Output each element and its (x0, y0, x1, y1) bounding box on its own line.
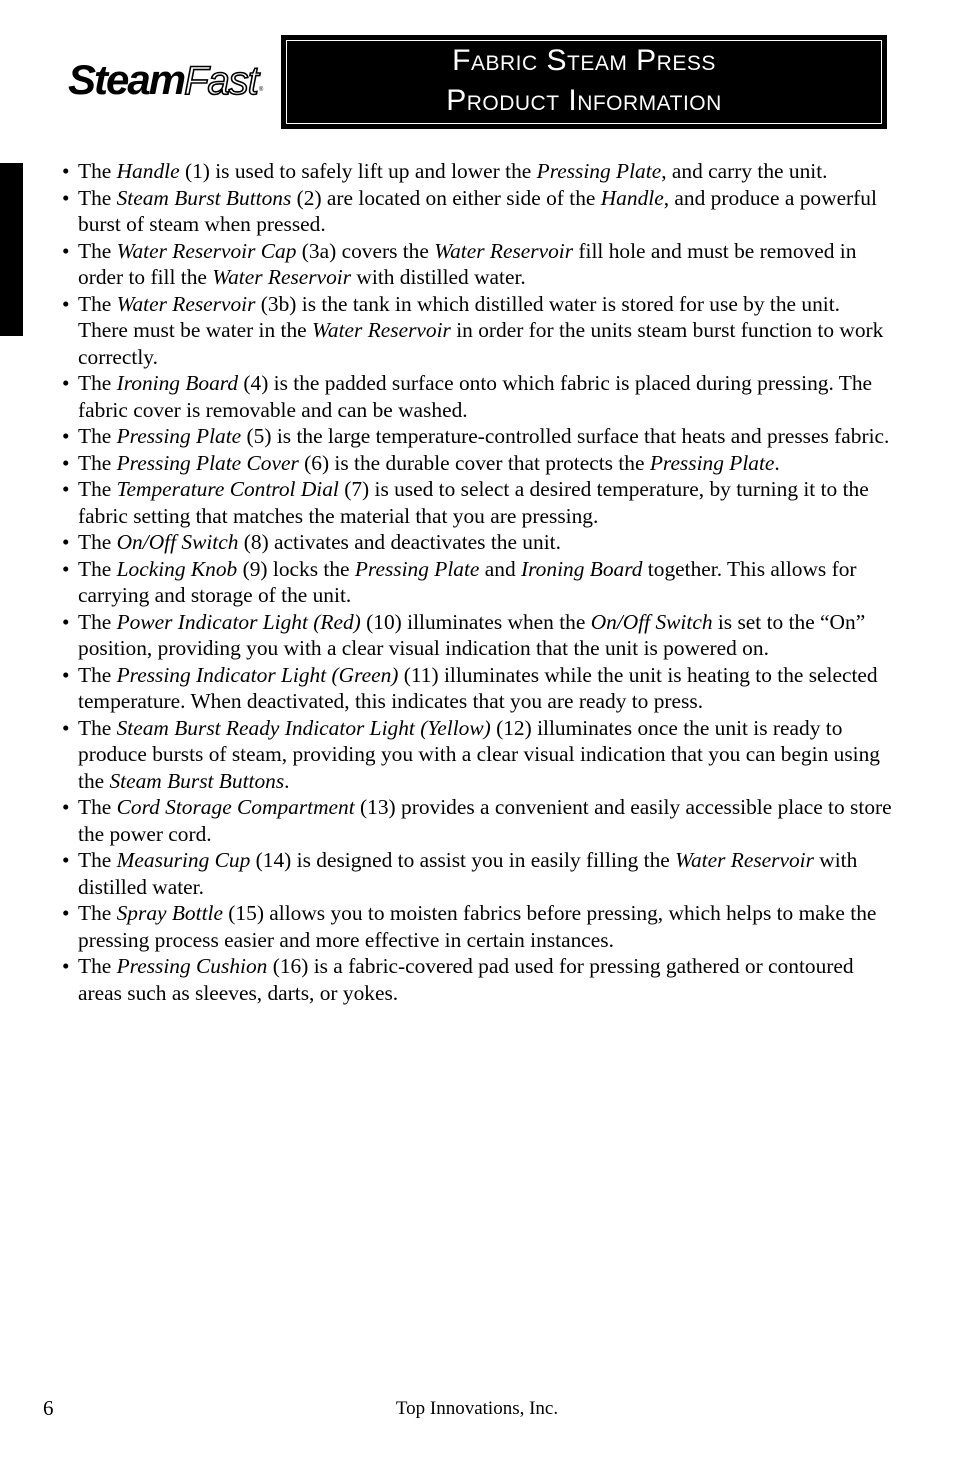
description-text: (2) are located on either side of the (291, 185, 601, 210)
description-text: The (78, 291, 117, 316)
footer-company: Top Innovations, Inc. (395, 1398, 559, 1419)
description-text: , and carry the unit. (661, 159, 828, 183)
part-name-term: Pressing Plate (649, 450, 775, 475)
description-text: The (78, 954, 117, 978)
page-title-box (281, 35, 887, 129)
part-description-item (62, 715, 892, 795)
product-parts-list (62, 158, 892, 1006)
part-description-item (62, 953, 892, 1006)
part-name-term: Pressing Plate Cover (116, 450, 299, 475)
part-name-term: On/Off Switch (590, 609, 713, 634)
description-text: (1) is used to safely lift up and lower the (179, 159, 537, 183)
part-name-term: Steam Burst Buttons (109, 768, 285, 793)
description-text: together. This allows for carrying and storage of the unit. (78, 556, 857, 607)
description-text: The (78, 424, 117, 448)
description-text: (3a) covers the (296, 238, 435, 263)
part-description-item (62, 450, 892, 477)
part-description-item (62, 158, 892, 185)
part-name-term: Pressing Plate (536, 159, 662, 183)
part-description-item (62, 609, 892, 662)
part-name-term: Handle (116, 159, 180, 183)
description-text: (12) illuminates once the unit is ready to produce bursts of steam, providing you with a clear visual indication that you can begin using the (78, 715, 880, 793)
part-name-term: Water Reservoir (212, 265, 352, 289)
description-text: The (78, 185, 117, 210)
description-text: The (78, 609, 117, 634)
part-name-term: Steam Burst Ready Indicator Light (Yellow) (116, 715, 491, 740)
description-text: with distilled water. (351, 265, 526, 289)
part-name-term: Water Reservoir Cap (116, 238, 297, 263)
part-description-item (62, 662, 892, 715)
description-text: (8) activates and deactivates the unit. (238, 530, 561, 554)
part-name-term: Power Indicator Light (Red) (116, 609, 361, 634)
part-description-item (62, 847, 892, 900)
description-text: fill hole and must be removed in order to fill the (78, 238, 857, 289)
part-name-term: Water Reservoir (116, 291, 256, 316)
part-name-term: Cord Storage Compartment (116, 795, 355, 819)
description-text: , and produce a powerful burst of steam when pressed. (78, 185, 877, 236)
description-text: (4) is the padded surface onto which fabric is placed during pressing. The fabric cover is removable and can be washed. (78, 371, 873, 422)
description-text: is set to the “On” position, providing you with a clear visual indication that the unit is powered on. (78, 609, 866, 660)
description-text: with distilled water. (78, 848, 858, 899)
description-text: (5) is the large temperature-controlled surface that heats and presses fabric. (241, 424, 890, 448)
description-text: The (78, 901, 117, 925)
part-name-term: Steam Burst Buttons (116, 185, 292, 210)
description-text: The (78, 530, 117, 554)
part-description-item (62, 370, 892, 423)
description-text: (10) illuminates when the (360, 609, 591, 634)
part-description-item (62, 476, 892, 529)
part-description-item (62, 238, 892, 291)
description-text: in order for the units steam burst function to work correctly. (78, 318, 884, 369)
description-text: The (78, 795, 117, 819)
part-name-term: Locking Knob (116, 556, 238, 581)
part-name-term: Ironing Board (116, 371, 239, 395)
part-name-term: Spray Bottle (116, 901, 223, 925)
description-text: (9) locks the (237, 556, 355, 581)
part-description-item (62, 529, 892, 556)
description-text: (7) is used to select a desired temperature, by turning it to the fabric setting that matches the material that you are pressing. (78, 477, 869, 528)
description-text: The (78, 450, 117, 475)
description-text: The (78, 371, 117, 395)
description-text: The (78, 159, 117, 183)
part-description-item (62, 185, 892, 238)
description-text: The (78, 848, 117, 872)
part-name-term: Pressing Plate (354, 556, 480, 581)
part-name-term: Water Reservoir (675, 848, 814, 872)
part-name-term: Measuring Cup (116, 848, 251, 872)
page-title-line-2: Product Information (446, 84, 722, 117)
part-name-term: Water Reservoir (434, 238, 574, 263)
description-text: (11) illuminates while the unit is heating to the selected temperature. When deactivated, this indicates that you are ready to press. (78, 662, 878, 713)
part-description-item (62, 423, 892, 450)
part-name-term: Temperature Control Dial (116, 477, 339, 501)
description-text: (6) is the durable cover that protects the (298, 450, 650, 475)
part-name-term: Water Reservoir (312, 318, 451, 342)
description-text: . (284, 768, 290, 793)
description-text: . (774, 450, 780, 475)
logo-registered-mark: ® (258, 87, 264, 93)
description-text: (14) is designed to assist you in easily filling the (250, 848, 676, 872)
description-text: (15) allows you to moisten fabrics before pressing, which helps to make the pressing process easier and more effective in certain instances. (78, 901, 877, 952)
part-name-term: Handle (600, 185, 664, 210)
part-name-term: Pressing Plate (116, 424, 242, 448)
description-text: (3b) is the tank in which distilled water is stored for use by the unit. There must be water in the (78, 291, 841, 342)
part-description-item (62, 556, 892, 609)
page-title (283, 41, 885, 121)
part-name-term: On/Off Switch (116, 530, 239, 554)
description-text: (16) is a fabric-covered pad used for pressing gathered or contoured areas such as sleeves, darts, or yokes. (78, 954, 854, 1005)
section-tab-marker (0, 163, 23, 336)
description-text: (13) provides a convenient and easily accessible place to store the power cord. (78, 795, 892, 846)
description-text: The (78, 662, 117, 687)
part-description-item (62, 794, 892, 847)
description-text: The (78, 556, 117, 581)
steamfast-logo (68, 58, 263, 102)
description-text: The (78, 477, 117, 501)
description-text: The (78, 238, 117, 263)
part-description-item (62, 900, 892, 953)
part-description-item (62, 291, 892, 371)
description-text: and (479, 556, 522, 581)
part-name-term: Pressing Indicator Light (Green) (116, 662, 399, 687)
page-title-line-1: Fabric Steam Press (452, 44, 716, 77)
description-text: The (78, 715, 117, 740)
part-name-term: Ironing Board (521, 556, 643, 581)
logo-steam-text: Steam (68, 56, 185, 103)
page-number: 6 (43, 1396, 54, 1420)
part-name-term: Pressing Cushion (116, 954, 268, 978)
logo-fast-text: Fast (184, 59, 258, 103)
